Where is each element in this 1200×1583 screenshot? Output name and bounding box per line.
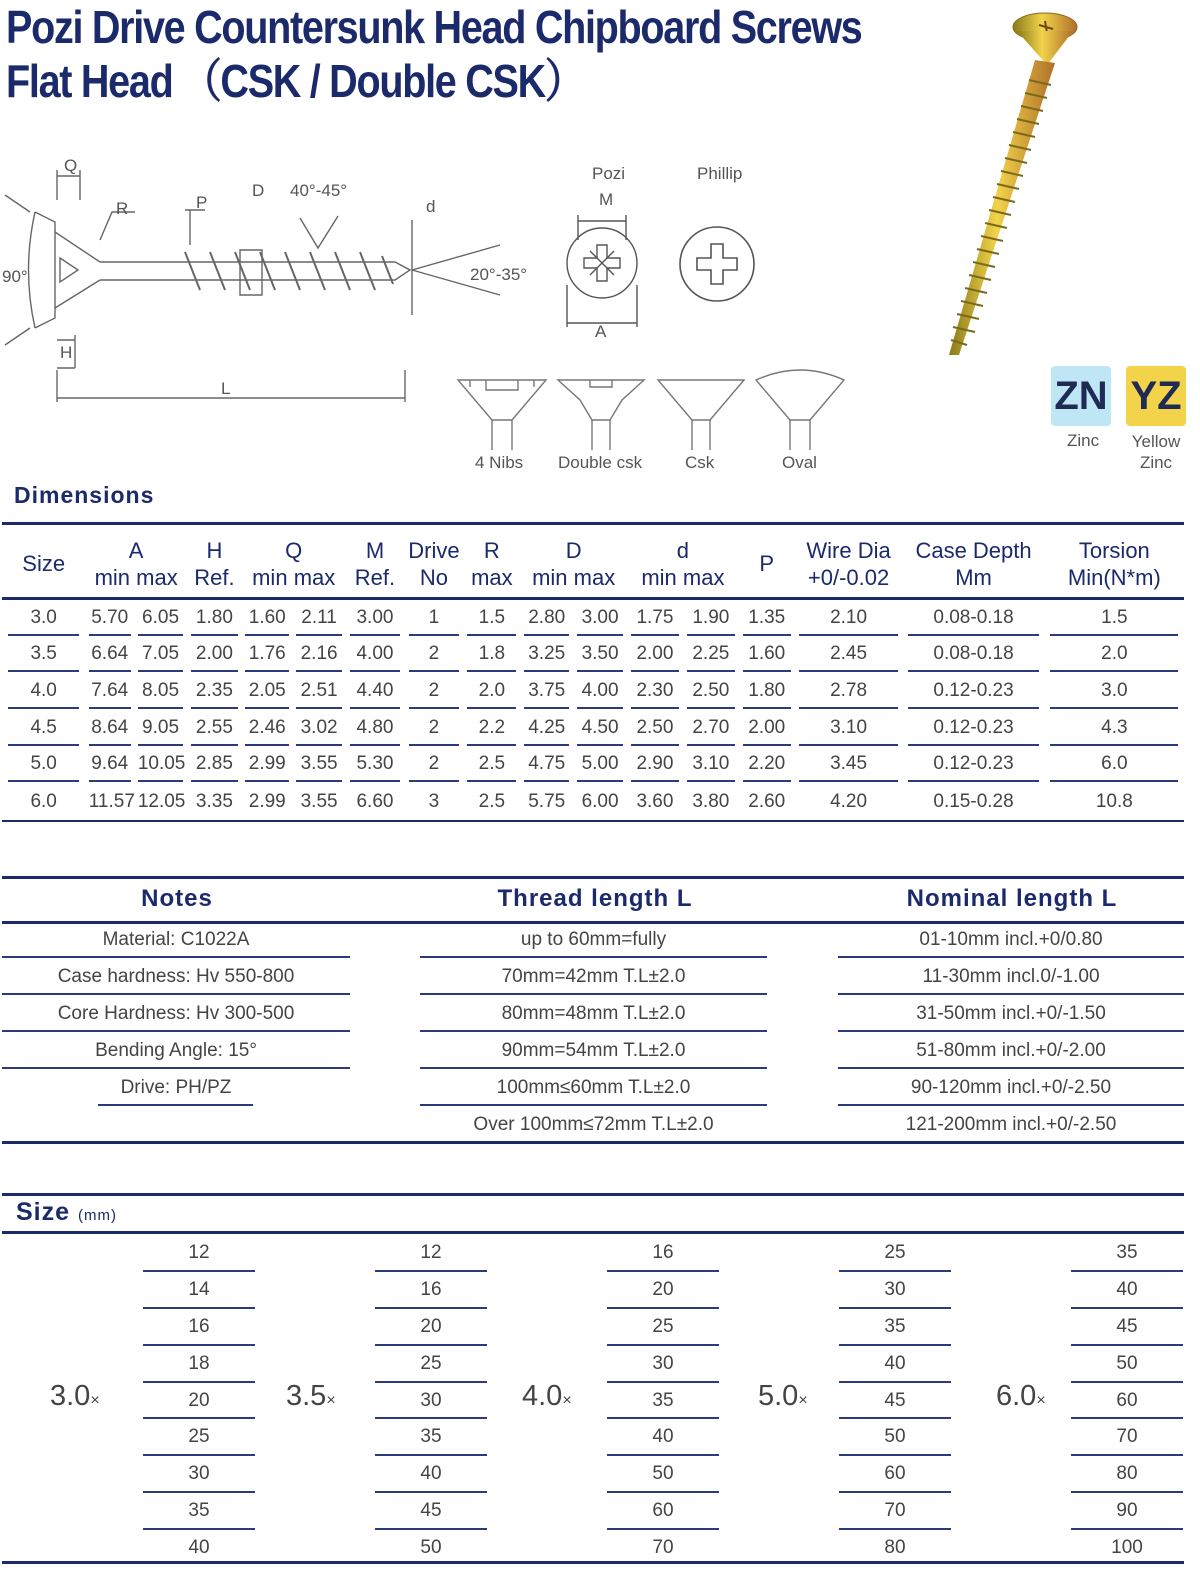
notes-item: Case hardness: Hv 550-800 bbox=[2, 958, 350, 995]
dimensions-cell: 3.35 bbox=[187, 783, 242, 821]
label-R: R bbox=[116, 199, 129, 218]
dimensions-cell: 3.75 bbox=[520, 673, 573, 710]
dimensions-cell: 10.05 bbox=[134, 746, 187, 783]
dimensions-cell: 6.00 bbox=[573, 783, 627, 821]
dimensions-cell: 2.60 bbox=[739, 783, 795, 821]
dimensions-cell: 4.00 bbox=[573, 673, 627, 710]
size-length-item: 50 bbox=[607, 1456, 719, 1493]
dimensions-cell: 2.00 bbox=[739, 710, 795, 747]
head-type-oval: Oval bbox=[782, 453, 817, 472]
drive-pozi-label: Pozi bbox=[592, 164, 626, 183]
nominal-length-item: 51-80mm incl.+0/-2.00 bbox=[838, 1032, 1184, 1069]
title-line-1: Pozi Drive Countersunk Head Chipboard Screws bbox=[6, 1, 862, 53]
dimensions-cell: 0.08-0.18 bbox=[902, 637, 1044, 674]
dimensions-cell: 1.5 bbox=[463, 599, 520, 637]
head-types-drawing bbox=[450, 365, 850, 455]
dimensions-cell: 6.0 bbox=[1045, 746, 1184, 783]
size-length-item: 70 bbox=[839, 1493, 951, 1530]
finish-zn-code: ZN bbox=[1054, 374, 1108, 418]
dimensions-cell: 2.90 bbox=[627, 746, 683, 783]
dimensions-cell: 2.0 bbox=[1045, 637, 1184, 674]
dimensions-cell: 1.80 bbox=[739, 673, 795, 710]
dimensions-cell: 2 bbox=[404, 710, 463, 747]
dimensions-cell: 3.55 bbox=[293, 783, 346, 821]
dimensions-cell: 3.0 bbox=[2, 599, 85, 637]
size-title: Size bbox=[16, 1198, 71, 1226]
dimensions-cell: 5.70 bbox=[85, 599, 134, 637]
dimensions-cell: 2 bbox=[404, 673, 463, 710]
dimensions-cell: 2.0 bbox=[463, 673, 520, 710]
dimensions-cell: 4.20 bbox=[795, 783, 903, 821]
dimensions-title: Dimensions bbox=[14, 482, 155, 508]
size-length-item: 18 bbox=[143, 1346, 255, 1383]
dimensions-cell: 8.64 bbox=[85, 710, 134, 747]
dimensions-cell: 1.8 bbox=[463, 637, 520, 674]
size-length-column bbox=[607, 1235, 719, 1567]
dimensions-cell: 8.05 bbox=[134, 673, 187, 710]
header-size: Size bbox=[2, 524, 85, 599]
header-drive: Drive No bbox=[404, 524, 463, 599]
dimensions-cell: 3.00 bbox=[346, 599, 405, 637]
dimensions-cell: 0.15-0.28 bbox=[902, 783, 1044, 821]
size-length-column bbox=[143, 1235, 255, 1567]
dimensions-cell: 3.10 bbox=[795, 710, 903, 747]
dimensions-row bbox=[2, 673, 1184, 710]
dimensions-cell: 1.75 bbox=[627, 599, 683, 637]
dimensions-header-row bbox=[2, 524, 1184, 599]
size-length-item: 16 bbox=[607, 1235, 719, 1272]
header-A: A min max bbox=[85, 524, 187, 599]
label-Q: Q bbox=[64, 156, 78, 175]
dimensions-cell: 3.10 bbox=[683, 746, 739, 783]
thread-length-item: 80mm=48mm T.L±2.0 bbox=[420, 995, 767, 1032]
thread-length-item: 70mm=42mm T.L±2.0 bbox=[420, 958, 767, 995]
dimensions-row bbox=[2, 710, 1184, 747]
thread-length-item: Over 100mm≤72mm T.L±2.0 bbox=[473, 1114, 714, 1135]
size-length-item: 30 bbox=[839, 1272, 951, 1309]
size-length-item: 60 bbox=[607, 1493, 719, 1530]
size-length-item: 40 bbox=[839, 1346, 951, 1383]
head-type-double-csk: Double csk bbox=[558, 453, 643, 472]
thread-length-title: Thread length L bbox=[497, 885, 693, 912]
label-d: d bbox=[426, 197, 436, 216]
size-length-item: 45 bbox=[375, 1493, 487, 1530]
dimensions-cell: 4.0 bbox=[2, 673, 85, 710]
nominal-length-item: 01-10mm incl.+0/0.80 bbox=[838, 921, 1184, 958]
dimensions-cell: 4.40 bbox=[346, 673, 405, 710]
size-length-item: 100 bbox=[1111, 1537, 1143, 1559]
nominal-length-item: 90-120mm incl.+0/-2.50 bbox=[838, 1069, 1184, 1106]
header-H: H Ref. bbox=[187, 524, 242, 599]
dimensions-cell: 2.5 bbox=[463, 783, 520, 821]
dimensions-cell: 2.99 bbox=[242, 783, 293, 821]
size-length-item: 90 bbox=[1071, 1493, 1183, 1530]
yellow-zinc-screw-image bbox=[935, 5, 1085, 370]
pozi-drive-icon bbox=[560, 205, 660, 330]
size-group-label: 3.5× bbox=[286, 1380, 336, 1412]
dimensions-cell: 5.0 bbox=[2, 746, 85, 783]
dimensions-cell: 5.30 bbox=[346, 746, 405, 783]
dimensions-cell: 2.80 bbox=[520, 599, 573, 637]
size-length-item: 35 bbox=[375, 1419, 487, 1456]
dimensions-cell: 3.80 bbox=[683, 783, 739, 821]
size-length-item: 35 bbox=[143, 1493, 255, 1530]
dimensions-cell: 2.50 bbox=[627, 710, 683, 747]
dimensions-cell: 2.70 bbox=[683, 710, 739, 747]
size-length-item: 25 bbox=[607, 1309, 719, 1346]
drive-phillip-label: Phillip bbox=[697, 164, 743, 183]
phillips-drive-icon bbox=[675, 222, 760, 307]
finish-badge-zn bbox=[1051, 366, 1111, 426]
size-length-item: 16 bbox=[375, 1272, 487, 1309]
dimensions-cell: 4.80 bbox=[346, 710, 405, 747]
dimensions-cell: 9.05 bbox=[134, 710, 187, 747]
nominal-length-item: 121-200mm incl.+0/-2.50 bbox=[905, 1114, 1117, 1135]
dimensions-cell: 3.02 bbox=[293, 710, 346, 747]
dimensions-cell: 2.05 bbox=[242, 673, 293, 710]
head-type-csk: Csk bbox=[685, 453, 715, 472]
dimensions-cell: 1.90 bbox=[683, 599, 739, 637]
dimensions-cell: 3.5 bbox=[2, 637, 85, 674]
size-length-item: 60 bbox=[839, 1456, 951, 1493]
dimensions-cell: 2.00 bbox=[627, 637, 683, 674]
size-length-item: 40 bbox=[188, 1537, 210, 1559]
dimensions-cell: 0.08-0.18 bbox=[902, 599, 1044, 637]
drive-M-label: M bbox=[599, 190, 614, 209]
thread-length-list bbox=[420, 921, 767, 1143]
dimensions-cell: 3.50 bbox=[573, 637, 627, 674]
nominal-length-item: 11-30mm incl.0/-1.00 bbox=[838, 958, 1184, 995]
dimensions-cell: 3 bbox=[404, 783, 463, 821]
finish-yz-code: YZ bbox=[1130, 374, 1182, 418]
label-90: 90° bbox=[2, 267, 28, 286]
dimensions-cell: 2 bbox=[404, 746, 463, 783]
header-wire: Wire Dia +0/-0.02 bbox=[795, 524, 903, 599]
size-bottom-rule bbox=[2, 1561, 1184, 1564]
size-length-column bbox=[375, 1235, 487, 1567]
size-group-label: 3.0× bbox=[50, 1380, 100, 1412]
dimensions-cell: 9.64 bbox=[85, 746, 134, 783]
dimensions-cell: 6.64 bbox=[85, 637, 134, 674]
dimensions-cell: 1.5 bbox=[1045, 599, 1184, 637]
notes-header-bar bbox=[2, 876, 1184, 924]
notes-title: Notes bbox=[141, 885, 213, 912]
size-length-item: 70 bbox=[1071, 1419, 1183, 1456]
dimensions-cell: 4.75 bbox=[520, 746, 573, 783]
dimensions-cell: 0.12-0.23 bbox=[902, 746, 1044, 783]
dimensions-cell: 4.00 bbox=[346, 637, 405, 674]
size-length-item: 16 bbox=[143, 1309, 255, 1346]
size-length-item: 12 bbox=[375, 1235, 487, 1272]
nominal-length-item: 31-50mm incl.+0/-1.50 bbox=[838, 995, 1184, 1032]
dimensions-cell: 3.55 bbox=[293, 746, 346, 783]
finish-zn-name: Zinc bbox=[1067, 431, 1100, 450]
drive-A-label: A bbox=[595, 322, 607, 341]
size-length-item: 25 bbox=[375, 1346, 487, 1383]
label-D: D bbox=[252, 181, 265, 200]
nominal-length-title: Nominal length L bbox=[906, 885, 1118, 912]
dimensions-table bbox=[2, 522, 1184, 822]
size-length-item: 20 bbox=[143, 1383, 255, 1420]
dimensions-cell: 3.60 bbox=[627, 783, 683, 821]
size-length-item: 50 bbox=[839, 1419, 951, 1456]
notes-item: Material: C1022A bbox=[2, 921, 350, 958]
size-group-label: 4.0× bbox=[522, 1380, 572, 1412]
thread-length-item: 90mm=54mm T.L±2.0 bbox=[420, 1032, 767, 1069]
dimensions-cell: 1.80 bbox=[187, 599, 242, 637]
dimensions-cell: 10.8 bbox=[1045, 783, 1184, 821]
header-torsion: Torsion Min(N*m) bbox=[1045, 524, 1184, 599]
dimensions-row bbox=[2, 783, 1184, 821]
dimensions-cell: 3.00 bbox=[573, 599, 627, 637]
notes-item: Bending Angle: 15° bbox=[2, 1032, 350, 1069]
size-length-item: 30 bbox=[143, 1456, 255, 1493]
notes-item: Drive: PH/PZ bbox=[2, 1069, 350, 1106]
dimensions-row bbox=[2, 599, 1184, 637]
dimensions-cell: 1.60 bbox=[242, 599, 293, 637]
thread-length-item: 100mm≤60mm T.L±2.0 bbox=[420, 1069, 767, 1106]
dimensions-cell: 2.85 bbox=[187, 746, 242, 783]
dimensions-cell: 3.45 bbox=[795, 746, 903, 783]
dimensions-cell: 3.0 bbox=[1045, 673, 1184, 710]
dimensions-cell: 2.99 bbox=[242, 746, 293, 783]
dimensions-cell: 2.50 bbox=[683, 673, 739, 710]
size-length-item: 25 bbox=[143, 1419, 255, 1456]
dimensions-cell: 2.11 bbox=[293, 599, 346, 637]
dimensions-cell: 2.25 bbox=[683, 637, 739, 674]
notes-bottom-rule bbox=[2, 1141, 1184, 1144]
dimensions-cell: 2.10 bbox=[795, 599, 903, 637]
size-length-item: 35 bbox=[607, 1383, 719, 1420]
dimensions-cell: 2.78 bbox=[795, 673, 903, 710]
dimensions-cell: 2.55 bbox=[187, 710, 242, 747]
size-length-item: 14 bbox=[143, 1272, 255, 1309]
dimensions-cell: 2.45 bbox=[795, 637, 903, 674]
label-L: L bbox=[221, 379, 231, 398]
size-group-label: 5.0× bbox=[758, 1380, 808, 1412]
dimensions-cell: 2.35 bbox=[187, 673, 242, 710]
size-length-item: 20 bbox=[607, 1272, 719, 1309]
dimensions-cell: 5.75 bbox=[520, 783, 573, 821]
dimensions-cell: 6.0 bbox=[2, 783, 85, 821]
header-P: P bbox=[739, 524, 795, 599]
thread-length-item: up to 60mm=fully bbox=[420, 921, 767, 958]
size-length-item: 80 bbox=[884, 1537, 906, 1559]
size-length-column bbox=[1071, 1235, 1183, 1567]
header-M: M Ref. bbox=[346, 524, 405, 599]
dimensions-cell: 2.30 bbox=[627, 673, 683, 710]
notes-item: Core Hardness: Hv 300-500 bbox=[2, 995, 350, 1032]
size-length-column bbox=[839, 1235, 951, 1567]
dimensions-cell: 7.05 bbox=[134, 637, 187, 674]
dimensions-row bbox=[2, 637, 1184, 674]
label-H: H bbox=[60, 343, 73, 362]
dimensions-cell: 4.25 bbox=[520, 710, 573, 747]
dimensions-cell: 4.50 bbox=[573, 710, 627, 747]
dimensions-cell: 2.46 bbox=[242, 710, 293, 747]
dimensions-cell: 1.35 bbox=[739, 599, 795, 637]
dimensions-cell: 1 bbox=[404, 599, 463, 637]
header-R: R max bbox=[463, 524, 520, 599]
size-header-bar bbox=[2, 1193, 1184, 1234]
dimensions-cell: 11.57 bbox=[85, 783, 134, 821]
size-length-item: 50 bbox=[1071, 1346, 1183, 1383]
dimensions-cell: 1.76 bbox=[242, 637, 293, 674]
size-length-item: 70 bbox=[652, 1537, 674, 1559]
dimensions-cell: 6.05 bbox=[134, 599, 187, 637]
nominal-length-list bbox=[838, 921, 1184, 1143]
size-length-item: 40 bbox=[375, 1456, 487, 1493]
dimensions-cell: 2.16 bbox=[293, 637, 346, 674]
dimensions-cell: 2.00 bbox=[187, 637, 242, 674]
size-length-item: 12 bbox=[143, 1235, 255, 1272]
size-length-item: 25 bbox=[839, 1235, 951, 1272]
notes-list bbox=[2, 921, 350, 1106]
title-line-2: Flat Head （CSK / Double CSK） bbox=[6, 55, 584, 107]
size-length-item: 45 bbox=[1071, 1309, 1183, 1346]
dimensions-row bbox=[2, 746, 1184, 783]
size-length-item: 20 bbox=[375, 1309, 487, 1346]
page-title bbox=[6, 0, 862, 108]
dimensions-cell: 2.5 bbox=[463, 746, 520, 783]
label-P: P bbox=[196, 193, 208, 212]
size-group-label: 6.0× bbox=[996, 1380, 1046, 1412]
finish-badge-yz bbox=[1126, 366, 1186, 426]
size-length-item: 35 bbox=[839, 1309, 951, 1346]
dimensions-cell: 4.3 bbox=[1045, 710, 1184, 747]
size-length-item: 50 bbox=[420, 1537, 442, 1559]
size-length-item: 80 bbox=[1071, 1456, 1183, 1493]
label-tip-angle: 20°-35° bbox=[470, 265, 528, 284]
dimensions-cell: 7.64 bbox=[85, 673, 134, 710]
label-head-angle: 40°-45° bbox=[290, 181, 348, 200]
size-length-item: 30 bbox=[607, 1346, 719, 1383]
dimensions-cell: 2.51 bbox=[293, 673, 346, 710]
head-type-4-nibs: 4 Nibs bbox=[475, 453, 524, 472]
header-case: Case Depth Mm bbox=[902, 524, 1044, 599]
finish-yz-name: Yellow Zinc bbox=[1131, 432, 1181, 472]
dimensions-cell: 2.20 bbox=[739, 746, 795, 783]
header-D: D min max bbox=[520, 524, 627, 599]
dimensions-cell: 0.12-0.23 bbox=[902, 673, 1044, 710]
dimensions-cell: 0.12-0.23 bbox=[902, 710, 1044, 747]
dimensions-cell: 4.5 bbox=[2, 710, 85, 747]
dimensions-cell: 2.2 bbox=[463, 710, 520, 747]
dimensions-cell: 5.00 bbox=[573, 746, 627, 783]
header-d: d min max bbox=[627, 524, 739, 599]
size-unit: (mm) bbox=[77, 1207, 117, 1224]
size-length-item: 45 bbox=[839, 1383, 951, 1420]
size-length-item: 60 bbox=[1071, 1383, 1183, 1420]
dimensions-cell: 1.60 bbox=[739, 637, 795, 674]
dimensions-cell: 3.25 bbox=[520, 637, 573, 674]
dimensions-cell: 6.60 bbox=[346, 783, 405, 821]
size-length-item: 40 bbox=[607, 1419, 719, 1456]
dimensions-cell: 12.05 bbox=[134, 783, 187, 821]
dimensions-cell: 2 bbox=[404, 637, 463, 674]
size-length-item: 35 bbox=[1071, 1235, 1183, 1272]
size-length-item: 40 bbox=[1071, 1272, 1183, 1309]
header-Q: Q min max bbox=[242, 524, 346, 599]
size-length-item: 30 bbox=[375, 1383, 487, 1420]
